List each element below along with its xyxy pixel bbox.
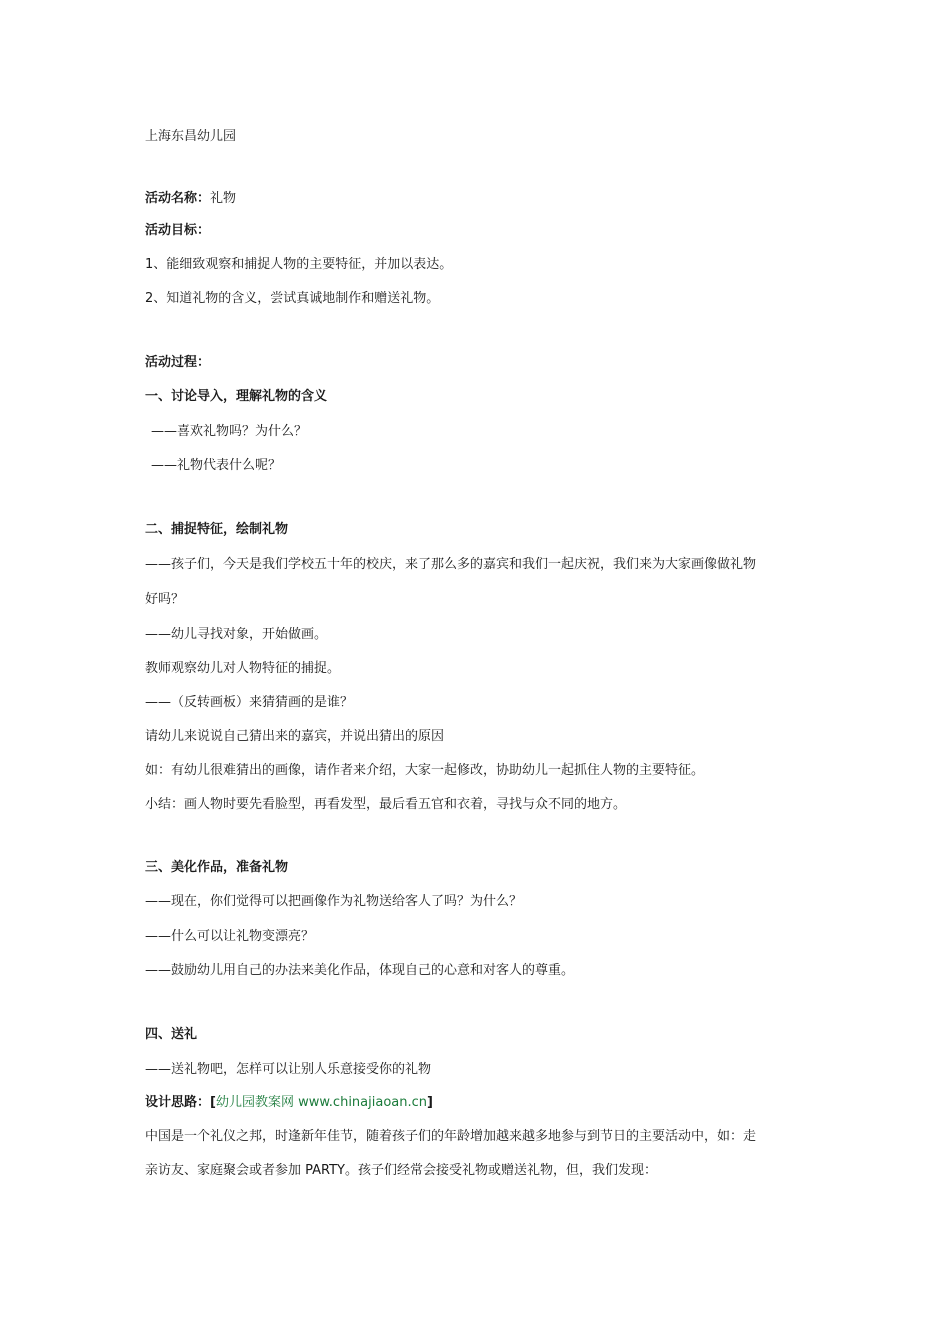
goal-item: 1、能细致观察和捕捉人物的主要特征，并加以表达。 <box>145 257 453 272</box>
goal-item: 2、知道礼物的含义，尝试真诚地制作和赠送礼物。 <box>145 291 440 306</box>
section-line: ——喜欢礼物吗？为什么？ <box>151 424 308 439</box>
design-paragraph-line: 中国是一个礼仪之邦，时逢新年佳节，随着孩子们的年龄增加越来越多地参与到节日的主要活动中，如：走 <box>145 1129 757 1144</box>
bracket-open: [ <box>210 1095 216 1110</box>
section-line: 教师观察幼儿对人物特征的捕捉。 <box>145 661 341 676</box>
section-line: ——（反转画板）来猜猜画的是谁？ <box>145 695 354 710</box>
section-line: ——鼓励幼儿用自己的办法来美化作品，体现自己的心意和对客人的尊重。 <box>145 963 575 978</box>
design-paragraph-line: 亲访友、家庭聚会或者参加 PARTY。孩子们经常会接受礼物或赠送礼物，但，我们发现： <box>145 1163 658 1178</box>
section-line: 请幼儿来说说自己猜出来的嘉宾，并说出猜出的原因 <box>145 729 445 744</box>
section-title: 四、送礼 <box>145 1027 198 1042</box>
section-line: ——什么可以让礼物变漂亮？ <box>145 929 315 944</box>
section-title: 一、讨论导入，理解礼物的含义 <box>145 389 328 404</box>
activity-name-value: 礼物 <box>210 191 237 206</box>
section-line: ——礼物代表什么呢？ <box>151 458 282 473</box>
section-line: ——幼儿寻找对象，开始做画。 <box>145 627 328 642</box>
design-label: 设计思路： <box>145 1095 211 1110</box>
section-line: 好吗？ <box>145 592 185 607</box>
section-title: 三、美化作品，准备礼物 <box>145 860 289 875</box>
section-line: 小结：画人物时要先看脸型，再看发型，最后看五官和衣着，寻找与众不同的地方。 <box>145 797 627 812</box>
activity-goals-label: 活动目标： <box>145 223 211 238</box>
school-name: 上海东昌幼儿园 <box>145 129 237 144</box>
bracket-close: ] <box>427 1095 433 1110</box>
activity-process-label: 活动过程： <box>145 355 211 370</box>
section-line: ——送礼物吧，怎样可以让别人乐意接受你的礼物 <box>145 1062 432 1077</box>
section-line: ——孩子们，今天是我们学校五十年的校庆，来了那么多的嘉宾和我们一起庆祝，我们来为大家画像做礼物 <box>145 557 757 572</box>
section-line: 如：有幼儿很难猜出的画像，请作者来介绍，大家一起修改，协助幼儿一起抓住人物的主要特征。 <box>145 763 705 778</box>
section-line: ——现在，你们觉得可以把画像作为礼物送给客人了吗？为什么？ <box>145 894 523 909</box>
website-link[interactable]: 幼儿园教案网 www.chinajiaoan.cn <box>215 1095 428 1110</box>
activity-name-row <box>145 190 236 208</box>
section-title: 二、捕捉特征，绘制礼物 <box>145 522 289 537</box>
activity-name-label: 活动名称： <box>145 191 211 206</box>
design-rationale-row <box>145 1094 433 1112</box>
